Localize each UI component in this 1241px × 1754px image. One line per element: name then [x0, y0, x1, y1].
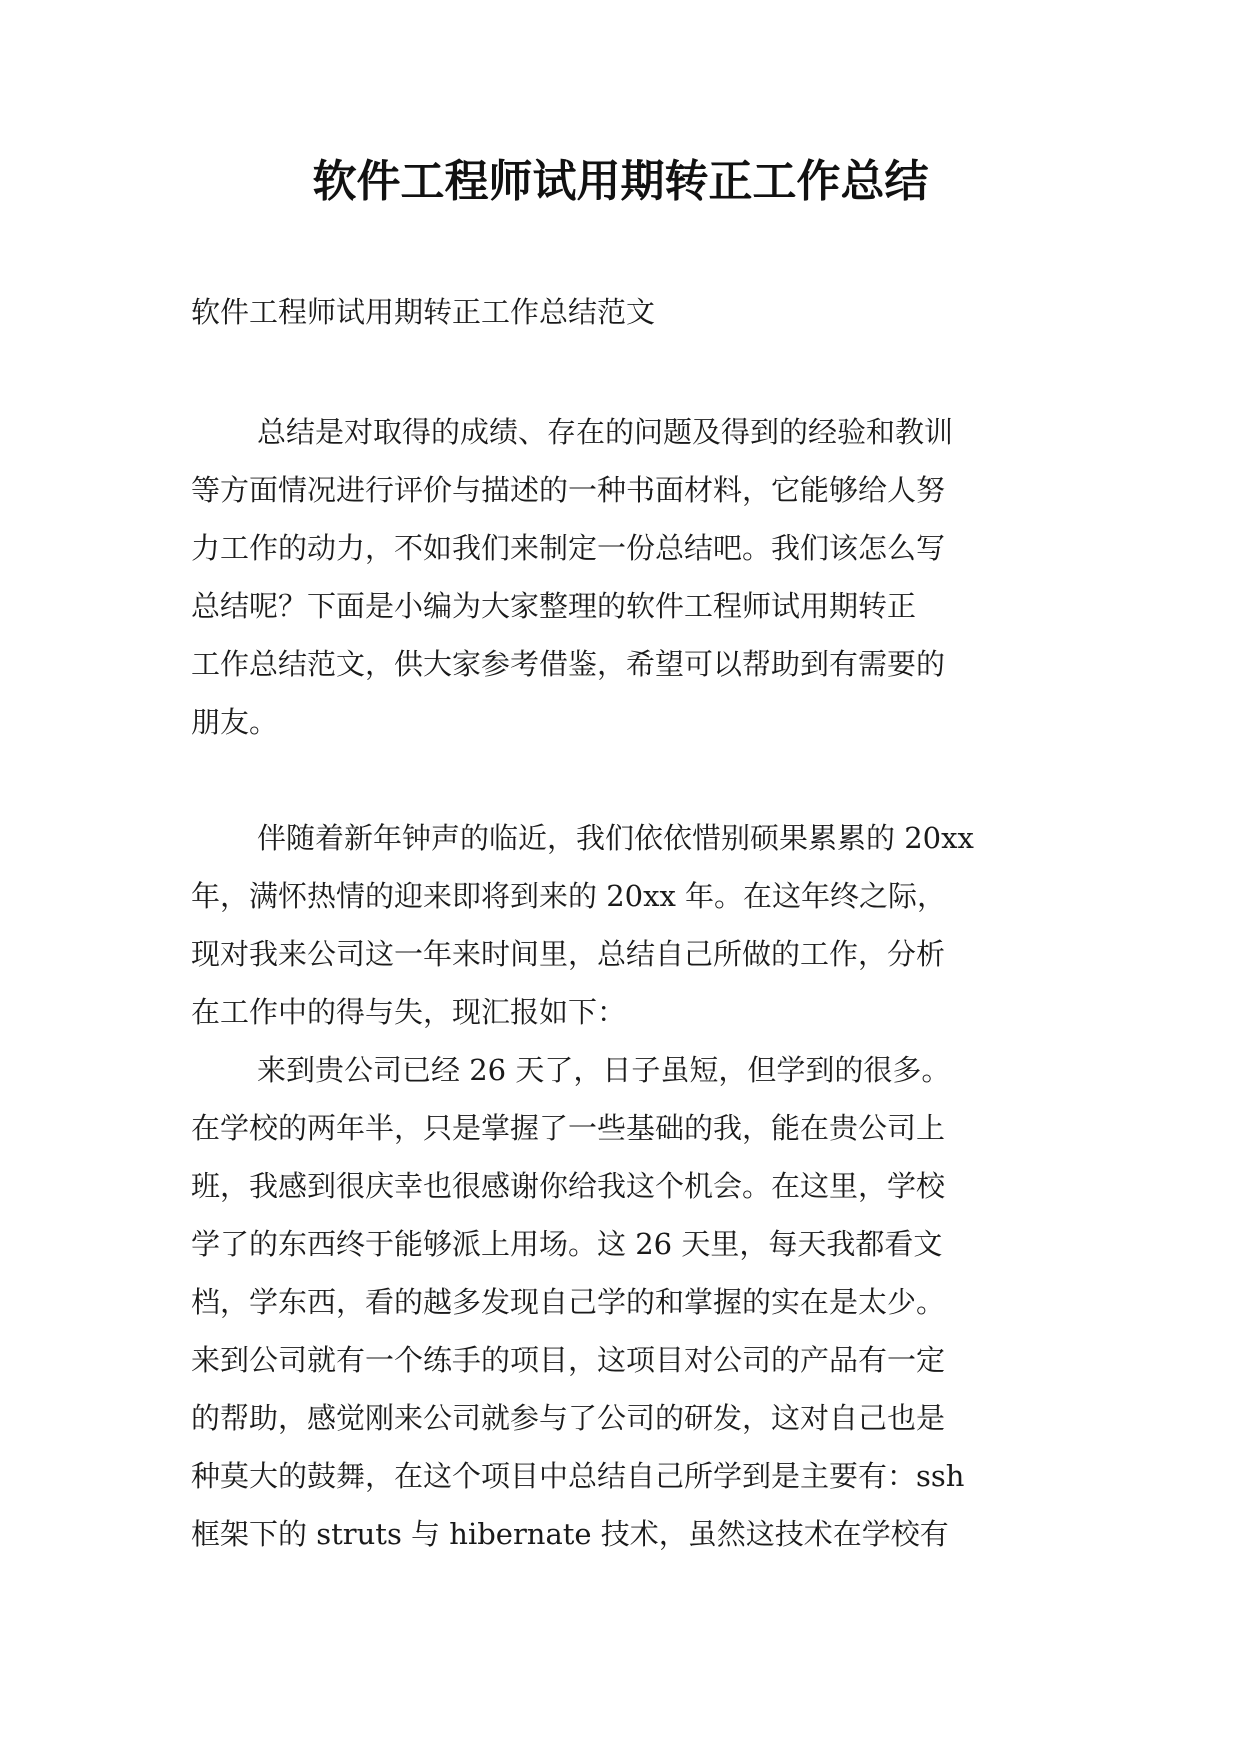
- paragraph-line: 在学校的两年半，只是掌握了一些基础的我，能在贵公司上: [191, 1111, 946, 1145]
- paragraph-line: 的帮助，感觉刚来公司就参与了公司的研发，这对自己也是: [191, 1401, 946, 1435]
- intro-paragraph: [191, 403, 1059, 751]
- body-paragraph: [191, 809, 1059, 1563]
- paragraph-line: 框架下的 struts 与 hibernate 技术，虽然这技术在学校有: [191, 1517, 949, 1551]
- document-title: 软件工程师试用期转正工作总结: [312, 156, 929, 207]
- paragraph-line: 班，我感到很庆幸也很感谢你给我这个机会。在这里，学校: [191, 1169, 946, 1203]
- paragraph-line: 总结是对取得的成绩、存在的问题及得到的经验和教训: [257, 415, 954, 449]
- paragraph-line: 种莫大的鼓舞，在这个项目中总结自己所学到是主要有：ssh: [191, 1459, 965, 1493]
- paragraph-line: 在工作中的得与失，现汇报如下：: [191, 995, 627, 1029]
- paragraph-line: 年，满怀热情的迎来即将到来的 20xx 年。在这年终之际，: [191, 879, 947, 913]
- paragraph-line: 力工作的动力，不如我们来制定一份总结吧。我们该怎么写: [191, 531, 946, 565]
- paragraph-line: 等方面情况进行评价与描述的一种书面材料，它能够给人努: [191, 473, 946, 507]
- paragraph-line: 总结呢？下面是小编为大家整理的软件工程师试用期转正: [191, 589, 917, 623]
- paragraph-line: 工作总结范文，供大家参考借鉴，希望可以帮助到有需要的: [191, 647, 946, 681]
- paragraph-line: 朋友。: [191, 705, 279, 739]
- document-subtitle: 软件工程师试用期转正工作总结范文: [191, 295, 656, 329]
- paragraph-line: 来到公司就有一个练手的项目，这项目对公司的产品有一定: [191, 1343, 946, 1377]
- paragraph-line: 伴随着新年钟声的临近，我们依依惜别硕果累累的 20xx: [257, 821, 974, 855]
- paragraph-line: 来到贵公司已经 26 天了，日子虽短，但学到的很多。: [257, 1053, 951, 1087]
- paragraph-line: 档，学东西，看的越多发现自己学的和掌握的实在是太少。: [191, 1285, 946, 1319]
- paragraph-line: 现对我来公司这一年来时间里，总结自己所做的工作，分析: [191, 937, 946, 971]
- paragraph-line: 学了的东西终于能够派上用场。这 26 天里，每天我都看文: [191, 1227, 943, 1261]
